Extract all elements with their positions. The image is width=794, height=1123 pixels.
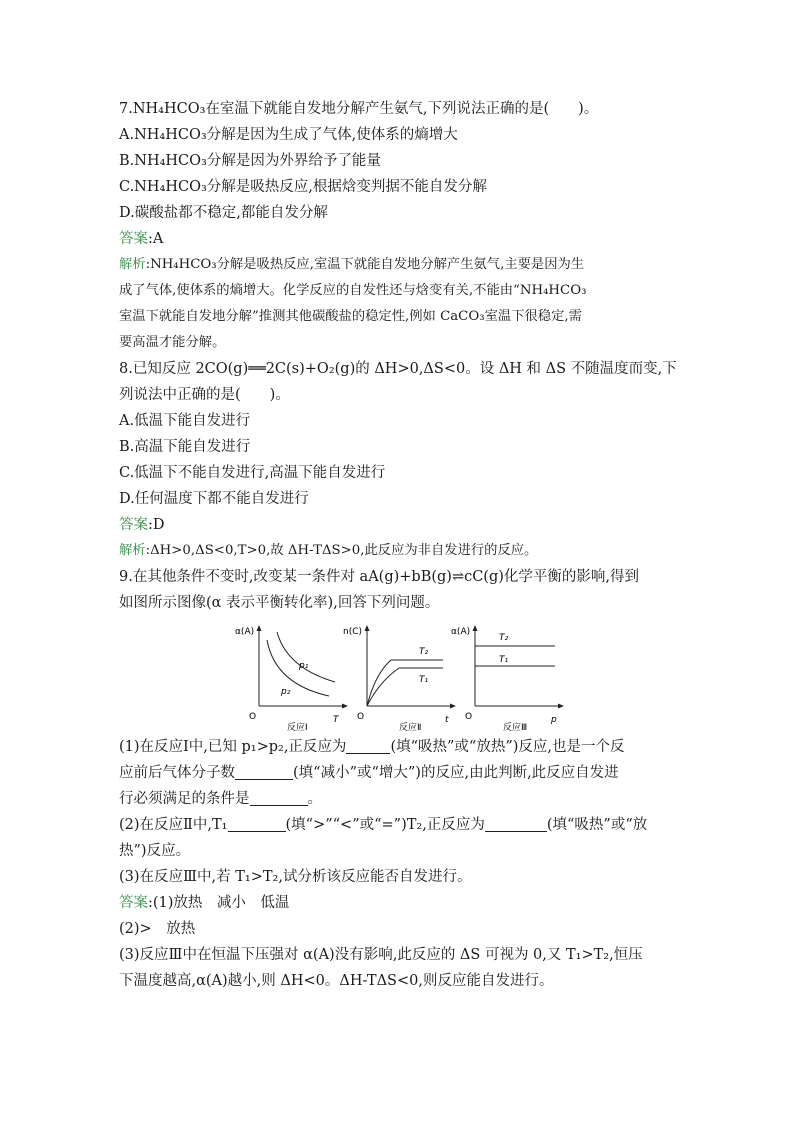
graph3-line-t1: T₁ — [499, 655, 509, 665]
graph2-curve-t1: T₁ — [419, 675, 429, 685]
q7-analysis-line-4: 要高温才能分解。 — [119, 335, 226, 350]
q9-sub2-text: (填“>”“<”或“=”)T₂,正反应为 — [285, 817, 485, 833]
q9-sub2-text: (2)在反应Ⅱ中,T₁ — [119, 817, 228, 833]
analysis-label: 解析 — [119, 543, 146, 558]
document-page — [119, 96, 679, 994]
q9-answer-line-2: (2)> 放热 — [119, 921, 196, 937]
q9-sub2-line-1 — [119, 812, 679, 838]
q9-stem-line-1: 9.在其他条件不变时,改变某一条件对 aA(g)+bB(g)⇌cC(g)化学平衡的影响,得到 — [119, 569, 640, 585]
analysis-text: :NH₄HCO₃分解是吸热反应,室温下就能自发地分解产生氨气,主要是因为生 — [145, 257, 585, 272]
analysis-label: 解析 — [119, 257, 146, 272]
answer-label: 答案 — [119, 895, 148, 911]
graph1-caption: 反应Ⅰ — [287, 723, 308, 733]
graph3-xlabel: p — [551, 715, 557, 725]
q8-analysis — [119, 538, 679, 564]
q9-sub1-text: 行必须满足的条件是 — [119, 791, 250, 807]
graph2-xlabel: t — [445, 715, 449, 725]
q7-analysis-line-3: 室温下就能自发地分解”推测其他碳酸盐的稳定性,例如 CaCO₃室温下很稳定,需 — [119, 309, 582, 324]
graph2-ylabel: n(C) — [343, 627, 363, 637]
graph1-curve-p1: p₁ — [299, 661, 309, 671]
q9-sub2-text: (填“吸热”或“放 — [546, 817, 648, 833]
answer-blank — [235, 763, 293, 780]
answer-blank — [346, 737, 390, 754]
graph3-origin: O — [465, 712, 473, 722]
q7-analysis-line-1 — [119, 252, 679, 278]
graph2-curve-t2: T₂ — [419, 647, 429, 657]
q9-sub1-text: (填“减小”或“增大”)的反应,由此判断,此反应自发进 — [293, 765, 619, 781]
q7-answer-value: :A — [148, 231, 164, 247]
answer-blank — [228, 815, 286, 832]
q9-answer-line-1 — [119, 890, 679, 916]
q8-stem-line-1: 8.已知反应 2CO(g)══2C(s)+O₂(g)的 ΔH>0,ΔS<0。设 ΔH 和 ΔS 不随温度而变,下 — [119, 361, 677, 377]
q8-answer — [119, 512, 679, 538]
analysis-text: :ΔH>0,ΔS<0,T>0,故 ΔH-TΔS>0,此反应为非自发进行的反应。 — [145, 543, 538, 558]
q9-sub1-text: 。 — [307, 791, 322, 807]
q8-stem-line-2: 列说法中正确的是( )。 — [119, 387, 290, 403]
q9-sub1-text: 应前后气体分子数 — [119, 765, 235, 781]
graph-reaction-2 — [343, 622, 455, 733]
q9-sub1-text: (1)在反应Ⅰ中,已知 p₁>p₂,正反应为 — [119, 739, 347, 755]
graph3-ylabel: α(A) — [451, 627, 471, 637]
q9-answer-line-4: 下温度越高,α(A)越小,则 ΔH<0。ΔH-TΔS<0,则反应能自发进行。 — [119, 973, 554, 989]
q9-sub1-text: (填“吸热”或“放热”)反应,也是一个反 — [390, 739, 625, 755]
q7-option-d: D.碳酸盐都不稳定,都能自发分解 — [119, 205, 328, 221]
graph3-line-t2: T₂ — [499, 633, 509, 643]
q9-answer-line-3: (3)反应Ⅲ中在恒温下压强对 α(A)没有影响,此反应的 ΔS 可视为 0,又 T₁>T₂,恒压 — [119, 947, 643, 963]
q8-answer-value: :D — [148, 517, 165, 533]
q9-sub1-line-3 — [119, 786, 679, 812]
q7-stem: 7.NH₄HCO₃在室温下就能自发地分解产生氨气,下列说法正确的是( )。 — [119, 101, 599, 117]
q8-option-a: A.低温下能自发进行 — [119, 413, 251, 429]
q8-option-c: C.低温下不能自发进行,高温下能自发进行 — [119, 465, 386, 481]
q8-option-b: B.高温下能自发进行 — [119, 439, 251, 455]
graph1-curve-p2: p₂ — [281, 687, 291, 697]
q9-figure — [119, 622, 679, 732]
q7-option-c: C.NH₄HCO₃分解是吸热反应,根据焓变判据不能自发分解 — [119, 179, 487, 195]
graph-reaction-1 — [235, 622, 347, 733]
q9-sub2-line-2: 热”)反应。 — [119, 843, 191, 859]
answer-label: 答案 — [119, 231, 148, 247]
q7-analysis-line-2: 成了气体,使体系的熵增大。化学反应的自发性还与焓变有关,不能由“NH₄HCO₃ — [119, 283, 587, 298]
q7-answer — [119, 226, 679, 252]
q9-sub3: (3)在反应Ⅲ中,若 T₁>T₂,试分析该反应能否自发进行。 — [119, 869, 472, 885]
q9-sub1-line-1 — [119, 734, 679, 760]
answer-blank — [250, 789, 308, 806]
answer-label: 答案 — [119, 517, 148, 533]
graph3-caption: 反应Ⅲ — [503, 723, 528, 733]
graph1-origin: O — [249, 712, 257, 722]
q8-option-d: D.任何温度下都不能自发进行 — [119, 491, 309, 507]
q9-stem-line-2: 如图所示图像(α 表示平衡转化率),回答下列问题。 — [119, 595, 440, 611]
graph1-xlabel: T — [333, 715, 339, 725]
q9-sub1-line-2 — [119, 760, 679, 786]
q9-answer-text: :(1)放热 减小 低温 — [148, 895, 290, 911]
graph1-ylabel: α(A) — [235, 627, 255, 637]
q7-option-a: A.NH₄HCO₃分解是因为生成了气体,使体系的熵增大 — [119, 127, 458, 143]
q7-option-b: B.NH₄HCO₃分解是因为外界给予了能量 — [119, 153, 381, 169]
answer-blank — [485, 815, 547, 832]
graph-reaction-3 — [451, 622, 563, 733]
graph2-origin: O — [357, 712, 365, 722]
graph2-caption: 反应Ⅱ — [399, 723, 422, 733]
